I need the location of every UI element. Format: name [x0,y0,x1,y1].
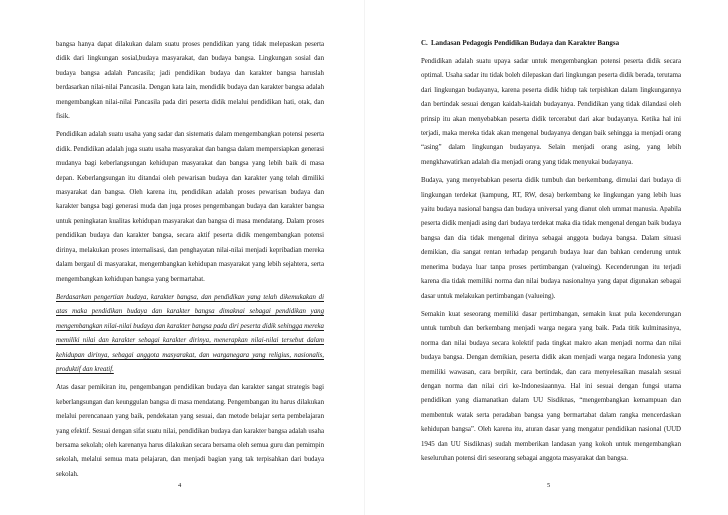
page-number: 5 [547,482,551,489]
paragraph: Pendidikan adalah suatu usaha yang sadar dan sistematis dalam mengembangkan potensi peserta didik. Pendidikan adalah juga suatu usaha masyarakat dan bangsa dalam mempersiapkan generasi mudanya bagi keberlangsungan kehidupan masyarakat dan bangsa yang lebih baik di masa depan. Keberlangsungan itu ditandai oleh pewarisan budaya dan karakter yang telah dimiliki masyarakat dan bangsa. Oleh karena itu, pendidikan adalah proses pewarisan budaya dan karakter bangsa bagi generasi muda dan juga proses pengembangan budaya dan karakter bangsa untuk peningkatan kualitas kehidupan masyarakat dan bangsa di masa mendatang. Dalam proses pendidikan budaya dan karakter bangsa, secara aktif peserta didik mengembangkan potensi dirinya, melakukan proses internalisasi, dan penghayatan nilai-nilai menjadi kepribadian mereka dalam bergaul di masyarakat, mengembangkan kehidupan masyarakat yang lebih sejahtera, serta mengembangkan kehidupan bangsa yang bermartabat. [56,131,324,283]
left-text-column [56,38,324,486]
definition-paragraph: Berdasarkan pengertian budaya, karakter bangsa, dan pendidikan yang telah dikemukakan di atas maka pendidikan budaya dan karakter bangsa dimaknai sebagai pendidikan yang mengembangkan nilai-nilai budaya dan karakter bangsa pada diri peserta didik sehingga mereka memiliki nilai dan karakter sebagai karakter dirinya, menerapkan nilai-nilai tersebut dalam kehidupan dirinya, sebagai anggota masyarakat, dan warganegara yang religius, nasionalis, produktif dan kreatif. [56,293,324,373]
section-heading [421,38,681,49]
section-letter: C. [421,39,428,47]
paragraph: Atas dasar pemikiran itu, pengembangan pendidikan budaya dan karakter sangat strategis bagi keberlangsungan dan keunggulan bangsa di masa mendatang. Pengembangan itu harus dilakukan melalui perencanaan yang baik, pendekatan yang sesuai, dan metode belajar serta pembelajaran yang efektif. Sesuai dengan sifat suatu nilai, pendidikan budaya dan karakter bangsa adalah usaha bersama sekolah; oleh karenanya harus dilakukan secara bersama oleh semua guru dan pemimpin sekolah, melalui semua mata pelajaran, dan menjadi bagian yang tak terpisahkan dari budaya sekolah. [56,384,324,478]
paragraph: Semakin kuat seseorang memiliki dasar pertimbangan, semakin kuat pula kecenderungan untuk tumbuh dan berkembang menjadi warga negara yang baik. Pada titik kulminasinya, norma dan nilai budaya secara kolektif pada tingkat makro akan menjadi norma dan nilai budaya bangsa. Dengan demikian, peserta didik akan menjadi warga negara Indonesia yang memiliki wawasan, cara berpikir, cara bertindak, dan cara menyelesaikan masalah sesuai dengan norma dan nilai ciri ke-Indonesiaannya. Hal ini sesuai dengan fungsi utama pendidikan yang diamanatkan dalam UU Sisdiknas, “mengembangkan kemampuan dan membentuk watak serta peradaban bangsa yang bermartabat dalam rangka mencerdaskan kehidupan bangsa”. Oleh karena itu, aturan dasar yang mengatur pendidikan nasional (UUD 1945 dan UU Sisdiknas) sudah memberikan landasan yang kokoh untuk mengembangkan keseluruhan potensi diri seseorang sebagai anggota masyarakat dan bangsa. [421,310,681,462]
page-number: 4 [178,482,182,489]
section-title: Landasan Pedagogis Pendidikan Budaya dan Karakter Bangsa [431,39,620,47]
paragraph: bangsa hanya dapat dilakukan dalam suatu proses pendidikan yang tidak melepaskan peserta didik dari lingkungan sosial,budaya masyarakat, dan budaya bangsa. Lingkungan sosial dan budaya bangsa adalah Pancasila; jadi pendidikan budaya dan karakter bangsa haruslah berdasarkan nilai-nilai Pancasila. Dengan kata lain, mendidik budaya dan karakter bangsa adalah mengembangkan nilai-nilai Pancasila pada diri peserta didik melalui pendidikan hati, otak, dan fisik. [56,41,324,121]
paragraph: Pendidikan adalah suatu upaya sadar untuk mengembangkan potensi peserta didik secara optimal. Usaha sadar itu tidak boleh dilepaskan dari lingkungan peserta didik berada, terutama dari lingkungan budayanya, karena peserta didik hidup tak terpishkan dalam lingkungannya dan bertindak sesuai dengan kaidah-kaidah budayanya. Pendidikan yang tidak dilandasi oleh prinsip itu akan menyebabkan peserta didik tercerabut dari akar budayanya. Ketika hal ini terjadi, maka mereka tidak akan mengenal budayanya dengan baik sehingga ia menjadi orang “asing” dalam lingkungan budayanya. Selain menjadi orang asing, yang lebih mengkhawatirkan adalah dia menjadi orang yang tidak menyukai budayanya. [421,58,681,166]
paragraph: Budaya, yang menyebabkan peserta didik tumbuh dan berkembang, dimulai dari budaya di lingkungan terdekat (kampung, RT, RW, desa) berkembang ke lingkungan yang lebih luas yaitu budaya nasional bangsa dan budaya universal yang dianut oleh ummat manusia. Apabila peserta didik menjadi asing dari budaya terdekat maka dia tidak mengenal dengan baik budaya bangsa dan dia tidak mengenal dirinya sebagai anggota budaya bangsa. Dalam situasi demikian, dia sangat rentan terhadap pengaruh budaya luar dan bahkan cenderung untuk menerima budaya luar tanpa proses pertimbangan (valueing). Kecenderungan itu terjadi karena dia tidak memiliki norma dan nilai budaya nasionalnya yang dapat digunakan sebagai dasar untuk melakukan pertimbangan (valueing). [421,177,681,300]
right-text-column [421,38,681,470]
right-page [364,0,728,515]
